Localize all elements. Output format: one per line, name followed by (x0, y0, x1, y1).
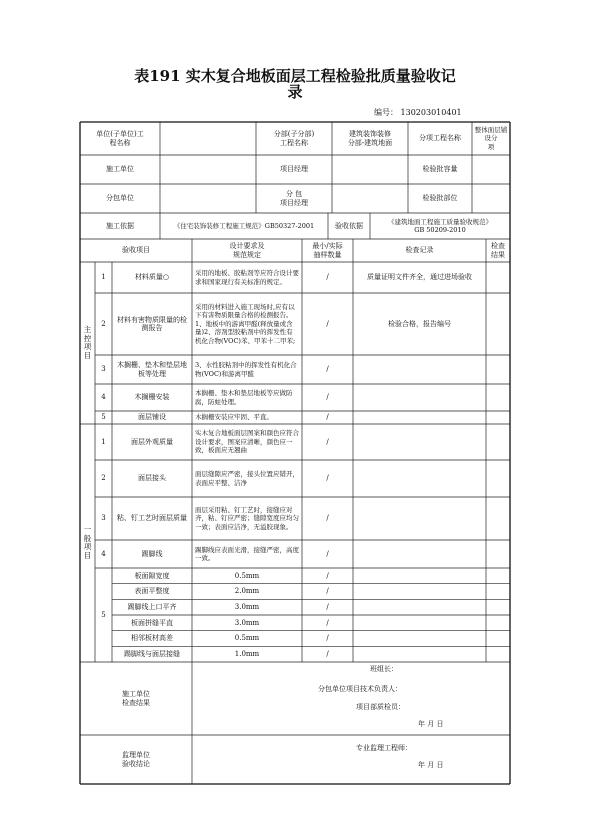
tolerance-item-sample: / (326, 649, 329, 658)
construction-unit-label: 施工单位 (106, 165, 134, 174)
tolerance-item-name: 表面平整度 (134, 587, 170, 596)
quality-inspector-signature: 项目部质检员： (356, 702, 405, 711)
subcontract-manager-label: 分 包 项目经理 (280, 190, 308, 207)
general-item-sample: / (326, 437, 329, 446)
main-item-requirement: 本搁栅、垫木和垫层地板等应做防腐，防蛀处理。 (195, 389, 293, 406)
acceptance-basis-value: 《建筑地面工程施工质量验收规范》 GB 50209-2010 (388, 217, 492, 234)
general-item-requirement: 踢脚线应表面光滑，接缝严密，高度一致。 (195, 545, 299, 562)
main-item-record (353, 411, 486, 424)
document-number: 编号： 130203010401 (374, 108, 462, 117)
construction-check-result-label: 施工单位 检查结果 (122, 690, 150, 707)
tolerance-item-name: 踢脚线上口平齐 (127, 602, 177, 611)
team-leader-signature: 班组长： (370, 664, 398, 673)
general-item-sample: / (326, 549, 329, 558)
sub-division-name-label: 分部(子分部) 工程名称 (273, 130, 315, 147)
supervision-conclusion-label: 监理单位 验收结论 (122, 751, 150, 768)
main-item-requirement: 木搁栅安装应牢固、平直。 (195, 413, 273, 422)
main-item-sample: / (326, 273, 329, 282)
main-item-name: 木搁栅、垫木和垫层地板等处理 (117, 361, 187, 378)
general-item-number: 1 (101, 437, 106, 446)
main-item-number: 4 (101, 393, 106, 402)
main-item-sample: / (326, 393, 329, 402)
main-item-name: 木搁栅安装 (134, 393, 170, 402)
construction-basis-label: 施工依据 (106, 221, 134, 230)
main-item-requirement: 3、水性胶粘剂中的挥发性有机化合物(VOC)和游离甲醛 (195, 361, 297, 378)
tolerance-item-sample: / (326, 587, 329, 596)
column-header-item: 验收项目 (122, 246, 150, 255)
subcontract-tech-leader-signature: 分包单位项目技术负责人： (318, 684, 402, 693)
main-item-number: 2 (101, 319, 106, 328)
tolerance-item-sample: / (326, 634, 329, 643)
unit-project-name-label: 单位(子单位)工 程名称 (96, 130, 144, 147)
form-title-line1: 表191 实木复合地板面层工程检验批质量验收记 (134, 67, 456, 85)
general-items-label: 一 般 项 目 (83, 525, 92, 560)
tolerance-item-value: 3.0mm (234, 602, 260, 611)
main-item-number: 3 (101, 365, 106, 374)
general-item-name: 面层接头 (138, 474, 166, 483)
column-header-requirement: 设计要求及 规范规定 (229, 242, 265, 259)
general-item-number: 3 (101, 514, 106, 523)
main-item-record (353, 384, 486, 411)
main-item-name: 面层铺设 (138, 413, 166, 422)
main-item-record (353, 355, 486, 384)
tolerance-item-name: 板面隙宽度 (134, 571, 170, 580)
construction-date: 年 月 日 (418, 719, 444, 728)
tolerance-group-number: 5 (101, 610, 106, 619)
tolerance-item-sample: / (326, 618, 329, 627)
tolerance-item-value: 1.0mm (234, 649, 260, 658)
main-control-items-label: 主 控 项 目 (83, 325, 92, 360)
main-item-record: 质量证明文件齐全，通过进场验收 (367, 273, 472, 282)
main-item-sample: / (326, 319, 329, 328)
main-item-name: 材料质量○ (134, 273, 170, 282)
sub-item-name-value: 整体面层铺设分 项 (474, 125, 508, 151)
tolerance-item-value: 0.5mm (234, 634, 260, 643)
subcontract-unit-label: 分包单位 (106, 194, 134, 203)
acceptance-basis-label: 验收依据 (335, 221, 363, 230)
general-item-sample: / (326, 474, 329, 483)
general-item-name: 面层外观质量 (131, 437, 173, 446)
main-item-sample: / (326, 365, 329, 374)
tolerance-item-sample: / (326, 602, 329, 611)
column-header-record: 检查记录 (405, 246, 434, 255)
general-item-number: 2 (101, 474, 106, 483)
general-item-name: 粘、钉工艺时面层质量 (117, 514, 187, 523)
general-item-name: 踢脚线 (141, 549, 163, 558)
main-item-name: 材料有害物质限量的检测报告 (117, 315, 187, 332)
general-item-requirement: 面层采用粘、钉工艺时，接缝应对齐，粘、钉应严密；缝隙宽度应均匀一致；表面应洁净，无溢胶现象。 (195, 505, 299, 531)
tolerance-item-name: 板面拼缝平直 (131, 618, 173, 627)
main-item-sample: / (326, 413, 329, 422)
tolerance-item-sample: / (326, 571, 329, 580)
tolerance-item-value: 3.0mm (234, 618, 260, 627)
main-item-requirement: 采用的地板、胶粘剂等应符合设计要求和国家现行有关标准的规定。 (195, 269, 299, 286)
batch-capacity-label: 检验批容量 (422, 165, 458, 174)
sub-item-name-label: 分项工程名称 (419, 134, 461, 143)
sub-division-name-value: 建筑装饰装修 分部-建筑地面 (347, 130, 393, 147)
tolerance-item-value: 2.0mm (234, 587, 260, 596)
main-item-number: 1 (101, 273, 106, 282)
column-header-sample: 最小/实际 抽样数量 (312, 242, 343, 259)
main-item-requirement: 采用的材料进入施工现场时,应有以下有害物质限量合格的检测报告。1、地板中的游离甲醛(释放量或含量)2、溶剂型胶粘剂中的挥发性有机化合物(VOC)苯、甲苯十二甲苯; (195, 302, 296, 345)
general-item-number: 4 (101, 549, 106, 558)
general-item-requirement: 实木复合地板面层图案和颜色应符合设计要求，图案应清晰，颜色应一致，板面应无翘曲 (195, 429, 299, 455)
tolerance-item-value: 0.5mm (234, 571, 260, 580)
construction-basis-value: 《住宅装饰装修工程施工规范》GB50327-2001 (173, 221, 315, 230)
main-item-number: 5 (101, 413, 106, 422)
main-item-record: 检验合格，报告编号 (388, 319, 451, 328)
supervising-engineer-signature: 专业监理工程师： (356, 743, 412, 752)
general-item-requirement: 面层缝隙应严密，接头位置应错开，表面应平整、洁净 (195, 470, 299, 487)
project-manager-label: 项目经理 (280, 165, 308, 174)
supervision-date: 年 月 日 (418, 760, 444, 769)
tolerance-item-name: 相邻板材高差 (131, 634, 173, 643)
column-header-result: 检查 结果 (491, 242, 505, 259)
form-title-line2: 录 (287, 83, 303, 101)
batch-location-label: 检验批部位 (422, 194, 458, 203)
general-item-sample: / (326, 514, 329, 523)
tolerance-item-name: 踢脚线与面层接缝 (124, 649, 180, 658)
